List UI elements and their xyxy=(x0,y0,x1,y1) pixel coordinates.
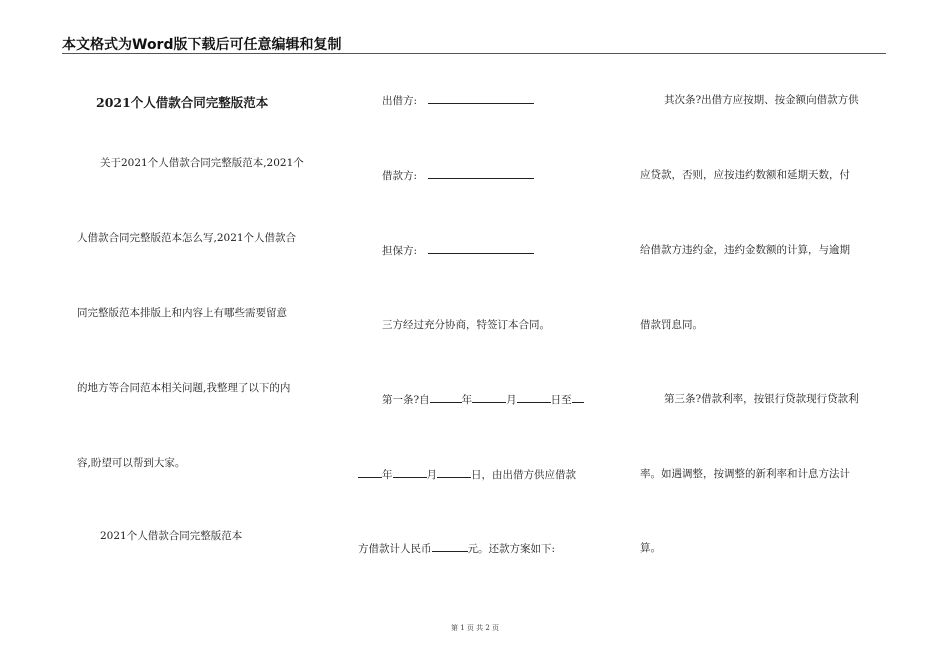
end-year-label: 年 xyxy=(382,469,393,481)
article2-line-3: 给借款方违约金，违约金数额的计算，与逾期 xyxy=(640,244,850,256)
day-to-label: 日至 xyxy=(550,394,572,406)
intro-line-4: 的地方等合同范本相关问题,我整理了以下的内 xyxy=(77,382,291,394)
intro-line-3: 同完整版范本排版上和内容上有哪些需要留意 xyxy=(77,307,287,319)
guarantor-blank xyxy=(428,244,534,254)
end-month-blank xyxy=(393,468,427,478)
month-blank xyxy=(472,393,506,403)
article1-line-2 xyxy=(358,468,576,481)
article1-line-1 xyxy=(382,393,584,406)
page-number: 第 1 页 共 2 页 xyxy=(450,624,500,632)
article2-line-1: 其次条?出借方应按期、按金额向借款方供 xyxy=(664,94,859,106)
lender-blank xyxy=(428,94,534,104)
intro-line-1: 关于2021个人借款合同完整版范本,2021个 xyxy=(100,157,304,169)
repayment-label: 元。还款方案如下: xyxy=(467,543,556,555)
lender-label: 出借方: xyxy=(382,95,418,107)
end-month-label: 月 xyxy=(426,469,437,481)
end-year-blank xyxy=(358,468,382,478)
day-blank xyxy=(517,393,551,403)
header-title: 本文格式为Word版下载后可任意编辑和复制 xyxy=(62,37,342,53)
year-blank xyxy=(430,393,462,403)
year-label: 年 xyxy=(461,394,473,406)
borrower-line xyxy=(382,169,534,182)
article3-line-3: 算。 xyxy=(640,542,661,554)
article3-line-2: 率。如遇调整，按调整的新利率和计息方法计 xyxy=(640,468,850,480)
borrower-blank xyxy=(428,169,534,179)
lender-line xyxy=(382,94,534,107)
end-year-blank-start xyxy=(572,393,584,403)
article3-line-1: 第三条?借款利率，按银行贷款现行贷款利 xyxy=(664,393,859,405)
intro-line-2: 人借款合同完整版范本怎么写,2021个人借款合 xyxy=(77,232,297,244)
header-divider xyxy=(62,53,886,54)
subtitle-line: 2021个人借款合同完整版范本 xyxy=(100,530,243,542)
article1-text: 第一条?自 xyxy=(382,394,430,406)
end-day-label: 日，由出借方供应借款 xyxy=(471,469,576,481)
guarantor-line xyxy=(382,244,534,257)
intro-line-5: 容,盼望可以帮到大家。 xyxy=(77,457,186,469)
end-day-blank xyxy=(437,468,471,478)
article1-line-3 xyxy=(358,542,555,555)
article2-line-4: 借款罚息同。 xyxy=(640,319,703,331)
document-title: 2021个人借款合同完整版范本 xyxy=(96,95,269,110)
month-label: 月 xyxy=(506,394,517,406)
guarantor-label: 担保方: xyxy=(382,245,418,257)
amount-label: 方借款计人民币 xyxy=(358,543,432,555)
amount-blank xyxy=(432,542,468,552)
article2-line-2: 应贷款，否则，应按违约数额和延期天数，付 xyxy=(640,169,850,181)
borrower-label: 借款方: xyxy=(382,170,418,182)
agreement-line: 三方经过充分协商，特签订本合同。 xyxy=(382,319,550,331)
